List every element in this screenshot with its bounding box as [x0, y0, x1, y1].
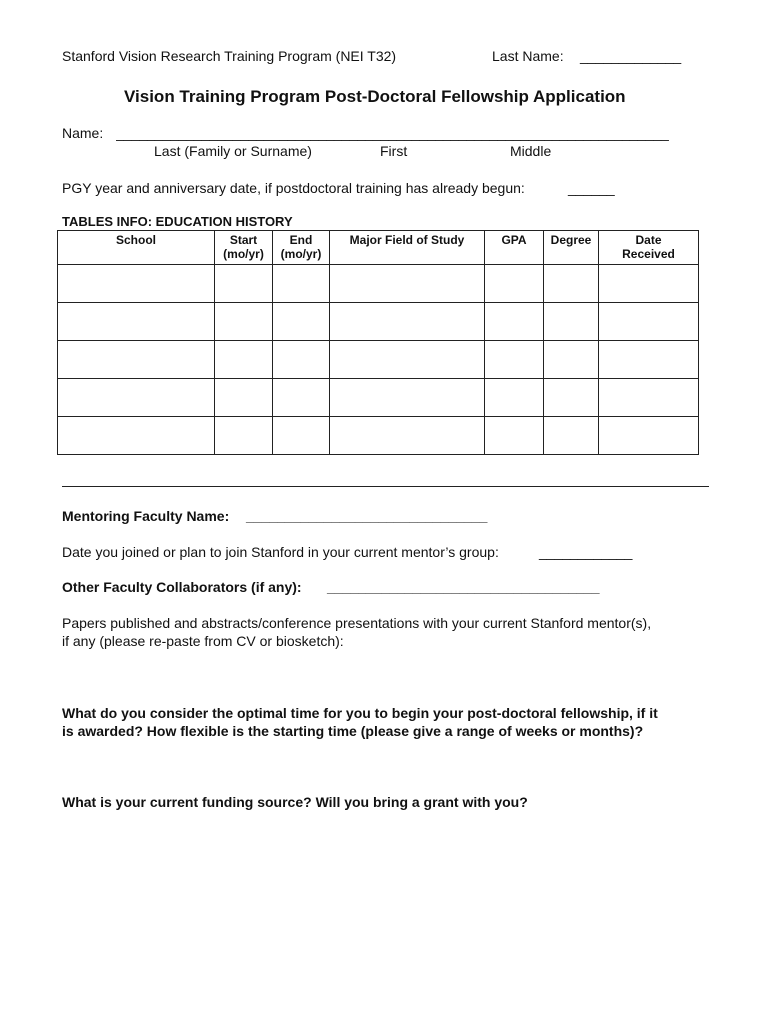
last-name-field[interactable]: _____________: [580, 48, 682, 64]
table-cell[interactable]: [273, 265, 330, 303]
table-cell[interactable]: [215, 379, 273, 417]
education-table: [57, 230, 699, 455]
table-cell[interactable]: [599, 417, 699, 455]
mentoring-faculty-label: Mentoring Faculty Name:: [62, 508, 230, 524]
column-header-date-received: Date Received: [599, 231, 699, 265]
optimal-time-question-line2: is awarded? How flexible is the starting time (please give a range of weeks or months)?: [62, 723, 644, 739]
table-cell[interactable]: [544, 303, 599, 341]
name-field[interactable]: _______________________________________________________________________: [116, 125, 669, 141]
funding-question: What is your current funding source? Will you bring a grant with you?: [62, 794, 528, 810]
page-title: Vision Training Program Post-Doctoral Fellowship Application: [124, 87, 626, 106]
table-cell[interactable]: [330, 417, 485, 455]
table-cell[interactable]: [599, 303, 699, 341]
collaborators-label: Other Faculty Collaborators (if any):: [62, 579, 302, 595]
table-cell[interactable]: [58, 265, 215, 303]
education-heading: TABLES INFO: EDUCATION HISTORY: [62, 214, 293, 229]
table-cell[interactable]: [485, 265, 544, 303]
table-row: [58, 341, 699, 379]
table-cell[interactable]: [215, 417, 273, 455]
table-cell[interactable]: [485, 379, 544, 417]
table-cell[interactable]: [599, 341, 699, 379]
table-cell[interactable]: [273, 341, 330, 379]
table-cell[interactable]: [485, 341, 544, 379]
pgy-label: PGY year and anniversary date, if postdoctoral training has already begun:: [62, 180, 525, 196]
table-cell[interactable]: [330, 379, 485, 417]
table-cell[interactable]: [58, 341, 215, 379]
column-header-start: Start (mo/yr): [215, 231, 273, 265]
table-cell[interactable]: [215, 303, 273, 341]
table-cell[interactable]: [485, 303, 544, 341]
table-cell[interactable]: [330, 303, 485, 341]
table-cell[interactable]: [273, 417, 330, 455]
name-sub-first: First: [380, 143, 408, 159]
last-name-label: Last Name:: [492, 48, 564, 64]
column-header-gpa: GPA: [485, 231, 544, 265]
table-cell[interactable]: [58, 303, 215, 341]
name-sub-last: Last (Family or Surname): [154, 143, 312, 159]
column-header-school: School: [58, 231, 215, 265]
table-cell[interactable]: [544, 341, 599, 379]
table-cell[interactable]: [58, 417, 215, 455]
table-cell[interactable]: [215, 265, 273, 303]
column-header-major: Major Field of Study: [330, 231, 485, 265]
date-joined-field[interactable]: ____________: [539, 544, 633, 560]
papers-prompt-line2: if any (please re-paste from CV or biosketch):: [62, 633, 344, 649]
program-header: Stanford Vision Research Training Program (NEI T32): [62, 48, 397, 64]
pgy-field[interactable]: ______: [568, 180, 615, 196]
section-divider: [62, 486, 709, 487]
table-cell[interactable]: [544, 265, 599, 303]
column-header-degree: Degree: [544, 231, 599, 265]
mentoring-faculty-field[interactable]: _______________________________: [246, 508, 488, 524]
table-cell[interactable]: [599, 265, 699, 303]
table-cell[interactable]: [599, 379, 699, 417]
collaborators-field[interactable]: ___________________________________: [327, 579, 600, 595]
date-joined-label: Date you joined or plan to join Stanford in your current mentor’s group:: [62, 544, 499, 560]
table-row: [58, 417, 699, 455]
table-row: [58, 379, 699, 417]
table-row: [58, 303, 699, 341]
table-cell[interactable]: [330, 341, 485, 379]
table-cell[interactable]: [273, 379, 330, 417]
name-sub-middle: Middle: [510, 143, 552, 159]
table-cell[interactable]: [485, 417, 544, 455]
table-cell[interactable]: [544, 379, 599, 417]
column-header-end: End (mo/yr): [273, 231, 330, 265]
optimal-time-question-line1: What do you consider the optimal time for you to begin your post-doctoral fellowship, if it: [62, 705, 658, 721]
table-header-row: [58, 231, 699, 265]
table-cell[interactable]: [58, 379, 215, 417]
table-cell[interactable]: [215, 341, 273, 379]
table-row: [58, 265, 699, 303]
name-label: Name:: [62, 125, 104, 141]
papers-prompt-line1: Papers published and abstracts/conference presentations with your current Stanford mentor(s),: [62, 615, 652, 631]
table-cell[interactable]: [544, 417, 599, 455]
table-cell[interactable]: [330, 265, 485, 303]
table-cell[interactable]: [273, 303, 330, 341]
